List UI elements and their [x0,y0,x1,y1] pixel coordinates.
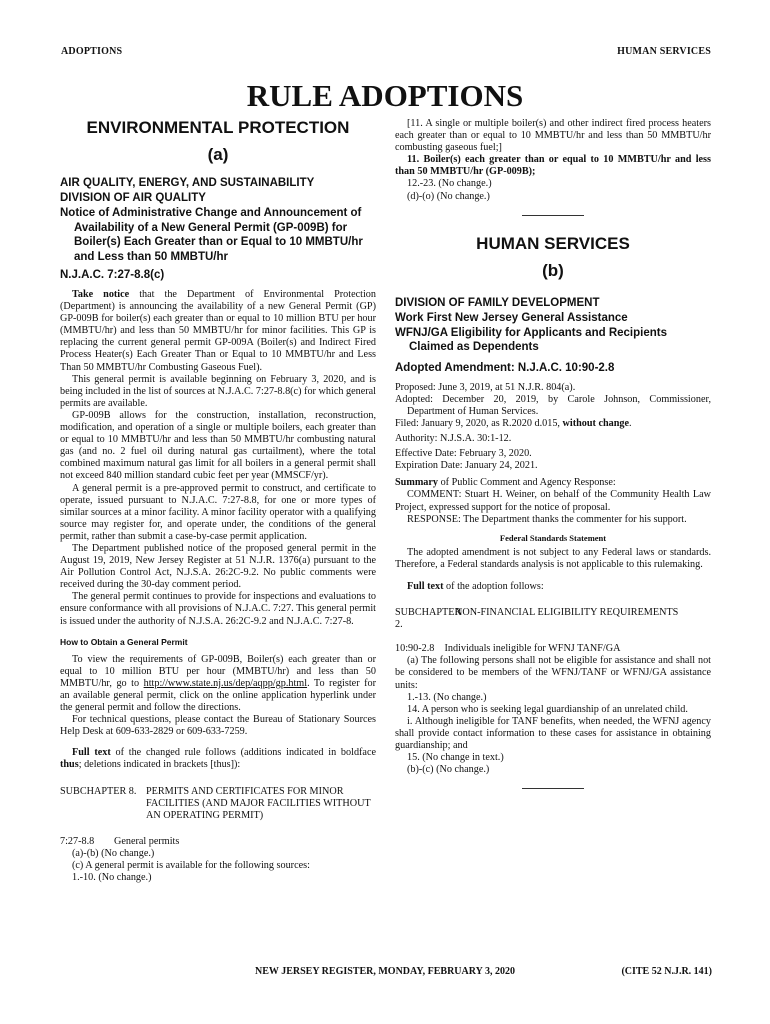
lead-in: Full text [407,580,444,592]
paragraph: The general permit continues to provide for inspections and evaluations to ensure conformance with all provisions of N.J.A.C. 7:27. This general permit is issued under the authority of N.J.S.A. 26:2C-9.2 and N.J.A.C. 7:27-8. [60,591,376,627]
agency-name: AIR QUALITY, ENERGY, AND SUSTAINABILITY [60,177,315,189]
paragraph-text: of the adoption follows: [443,580,544,592]
summary-heading [395,477,711,489]
comment: COMMENT: Stuart H. Weiner, on behalf of the Community Health Law Project, expressed support for the notice of proposal. [395,489,711,513]
notice-letter: (b) [542,260,564,280]
effective-date: Effective Date: February 3, 2020. [395,448,532,460]
rule-heading [60,836,376,848]
citation: N.J.A.C. 7:27-8.8(c) [60,269,165,281]
notice-letter: (a) [207,145,229,164]
paragraph [60,654,376,714]
section-heading: How to Obtain a General Permit [60,636,188,647]
rule-text: 1.-13. (No change.) [407,691,487,703]
rule-text: 12.-23. (No change.) [407,178,492,190]
rule-text: i. Although ineligible for TANF benefits, when needed, the WFNJ agency shall provide contact information to these cases for assistance in obtaining guardianship; and [395,715,711,751]
left-column [60,118,376,884]
subchapter-heading [395,607,711,631]
rule-title: General permits [114,835,180,847]
running-head-right: HUMAN SERVICES [617,46,711,57]
paragraph [60,289,376,374]
paragraph: For technical questions, please contact the Bureau of Stationary Sources Help Desk at 609-633-2829 or 609-633-7259. [60,714,376,738]
filed-status: without change [562,417,630,429]
department-heading: ENVIRONMENTAL PROTECTION [86,118,350,137]
filed-line [395,418,711,430]
rule-text: 14. A person who is seeking legal guardianship of an unrelated child. [407,703,688,715]
bold-text: thus [60,759,79,771]
lead-in: Take notice [72,289,130,300]
divider [522,788,584,789]
subchapter-title: PERMITS AND CERTIFICATES FOR MINOR FACILITIES (AND MAJOR FACILITIES WITHOUT AN OPERATING PERMIT) [146,785,371,821]
summary-text: of Public Comment and Agency Response: [438,477,616,489]
notice-title: Notice of Administrative Change and Announcement of Availability of a New General Permit (GP-009B) for Boiler(s) Each Greater than or Equal to 10 MMBTU/hr and Less than 50 MMBTU/hr [60,207,363,263]
response: RESPONSE: The Department thanks the commenter for his support. [407,513,687,525]
expiration-date: Expiration Date: January 24, 2021. [395,460,538,472]
paragraph: A general permit is a pre-approved permit to construct, and certificate to operate, issued pursuant to N.J.A.C. 7:27-8.8, for one or more types of similar sources at a minor facility. A minor facility operator with a qualifying source may register for, and operate under, the conditions of the general permit, rather than submit a case-by-case permit application. [60,482,376,542]
paragraph-text: ; deletions indicated in brackets [thus]): [78,759,241,771]
right-column [395,118,711,801]
subchapter-title: NON-FINANCIAL ELIGIBILITY REQUIREMENTS [455,607,679,619]
footer-citation: (CITE 52 N.J.R. 141) [621,966,712,977]
department-heading: HUMAN SERVICES [476,233,630,253]
rule-heading: 10:90-2.8 Individuals ineligible for WFNJ TANF/GA [395,643,621,655]
rule-text: (a)-(b) (No change.) [72,847,155,859]
rule-text-addition: 11. Boiler(s) each greater than or equal to 10 MMBTU/hr and less than 50 MMBTU/hr (GP-009B); [395,154,711,178]
permit-link[interactable]: http://www.state.nj.us/dep/aqpp/gp.html [143,677,308,689]
division-name: DIVISION OF AIR QUALITY [60,192,206,204]
rule-title: WFNJ/GA Eligibility for Applicants and Recipients Claimed as Dependents [395,326,667,354]
paragraph-text: . To register for an available general permit, click on the online application hyperlink under the general permit and follow the directions. [60,677,376,714]
paragraph-text: of the changed rule follows (additions indicated in boldface [110,747,377,759]
page-title: RULE ADOPTIONS [246,78,524,113]
rule-text: [11. A single or multiple boiler(s) and other indirect fired process heaters each greater than or equal to 10 MMBTU/hr and less than 50 MMBTU/hr combusting gaseous fuel;] [395,118,711,154]
running-head-left: ADOPTIONS [61,46,123,57]
rule-text: (a) The following persons shall not be eligible for assistance and shall not be considered to be members of the WFNJ/TANF or WFNJ/GA assistance units: [395,655,711,691]
subchapter-number: SUBCHAPTER 2. [395,607,462,631]
program-title: Work First New Jersey General Assistance [395,311,628,324]
rule-text: 15. (No change in text.) [407,752,504,764]
federal-standards-text: The adopted amendment is not subject to any Federal laws or standards. Therefore, a Federal standards analysis is not applicable to this rulemaking. [395,546,711,570]
full-text-intro [395,581,711,593]
rule-text: (d)-(o) (No change.) [407,190,490,202]
federal-standards-heading: Federal Standards Statement [499,532,607,543]
lead-in: Summary [395,477,439,489]
footer-publication: NEW JERSEY REGISTER, MONDAY, FEBRUARY 3, 2020 [255,966,515,977]
adopted-line: Adopted: December 20, 2019, by Carole Johnson, Commissioner, Department of Human Services. [395,393,711,417]
paragraph [60,747,376,771]
paragraph: The Department published notice of the proposed general permit in the August 19, 2019, New Jersey Register at 51 N.J.R. 1376(a) pursuant to the Air Pollution Control Act, N.J.S.A. 26:2C-9.2. No public comments were received during the 30-day comment period. [60,542,376,591]
divider [522,215,584,216]
rule-text: (c) A general permit is available for the following sources: [72,860,310,872]
lead-in: Full text [72,747,111,759]
paragraph: GP-009B allows for the construction, installation, reconstruction, modification, and operation of a single or multiple boilers, each greater than or equal to 10 MMBTU/hr and less than 50 MMBTU/hr combusting natural gas (and no. 2 fuel oil during natural gas curtailment), where the total combined maximum natural gas limit for all boilers in a general permit shall not exceed 840 million standard cubic feet per year (MMSCF/yr). [60,409,376,482]
subchapter-heading [60,786,376,822]
paragraph-text: that the Department of Environmental Protection (Department) is announcing the availability of a new General Permit (GP) GP-009B for boiler(s) each greater than or equal to 10 million BTU per hour (MMBTU/hr) and less than 50 MMBTU/hr for minor facilities. This GP is replacing the current general permit GP-009A (Boiler(s) and Indirect Fired Process Heater(s) Each Greater Than or Equal to 10 MMBTU/hr and Less Than 50 MMBTU/hr Combusting Gaseous Fuel). [60,289,376,373]
paragraph-text: To view the requirements of GP-009B, Boiler(s) each greater than or equal to 10 million BTU per hour (MMBTU/hr) and less than 50 MMBTU/hr, go to [60,653,376,689]
rule-number: 7:27-8.8 [60,835,95,847]
proposed-line: Proposed: June 3, 2019, at 51 N.J.R. 804(a). [395,381,576,393]
authority-line: Authority: N.J.S.A. 30:1-12. [395,433,512,445]
filed-text: Filed: January 9, 2020, as R.2020 d.015, [395,417,563,429]
rule-text: 1.-10. (No change.) [72,872,152,884]
division-name: DIVISION OF FAMILY DEVELOPMENT [395,296,600,309]
subchapter-number: SUBCHAPTER 8. [60,785,137,797]
filed-end: . [629,417,632,429]
paragraph: This general permit is available beginning on February 3, 2020, and is being included in the list of sources at N.J.A.C. 7:27-8.8(c) for which general permits are available. [60,373,376,409]
adopted-amendment: Adopted Amendment: N.J.A.C. 10:90-2.8 [395,361,615,374]
rule-text: (b)-(c) (No change.) [407,764,490,776]
